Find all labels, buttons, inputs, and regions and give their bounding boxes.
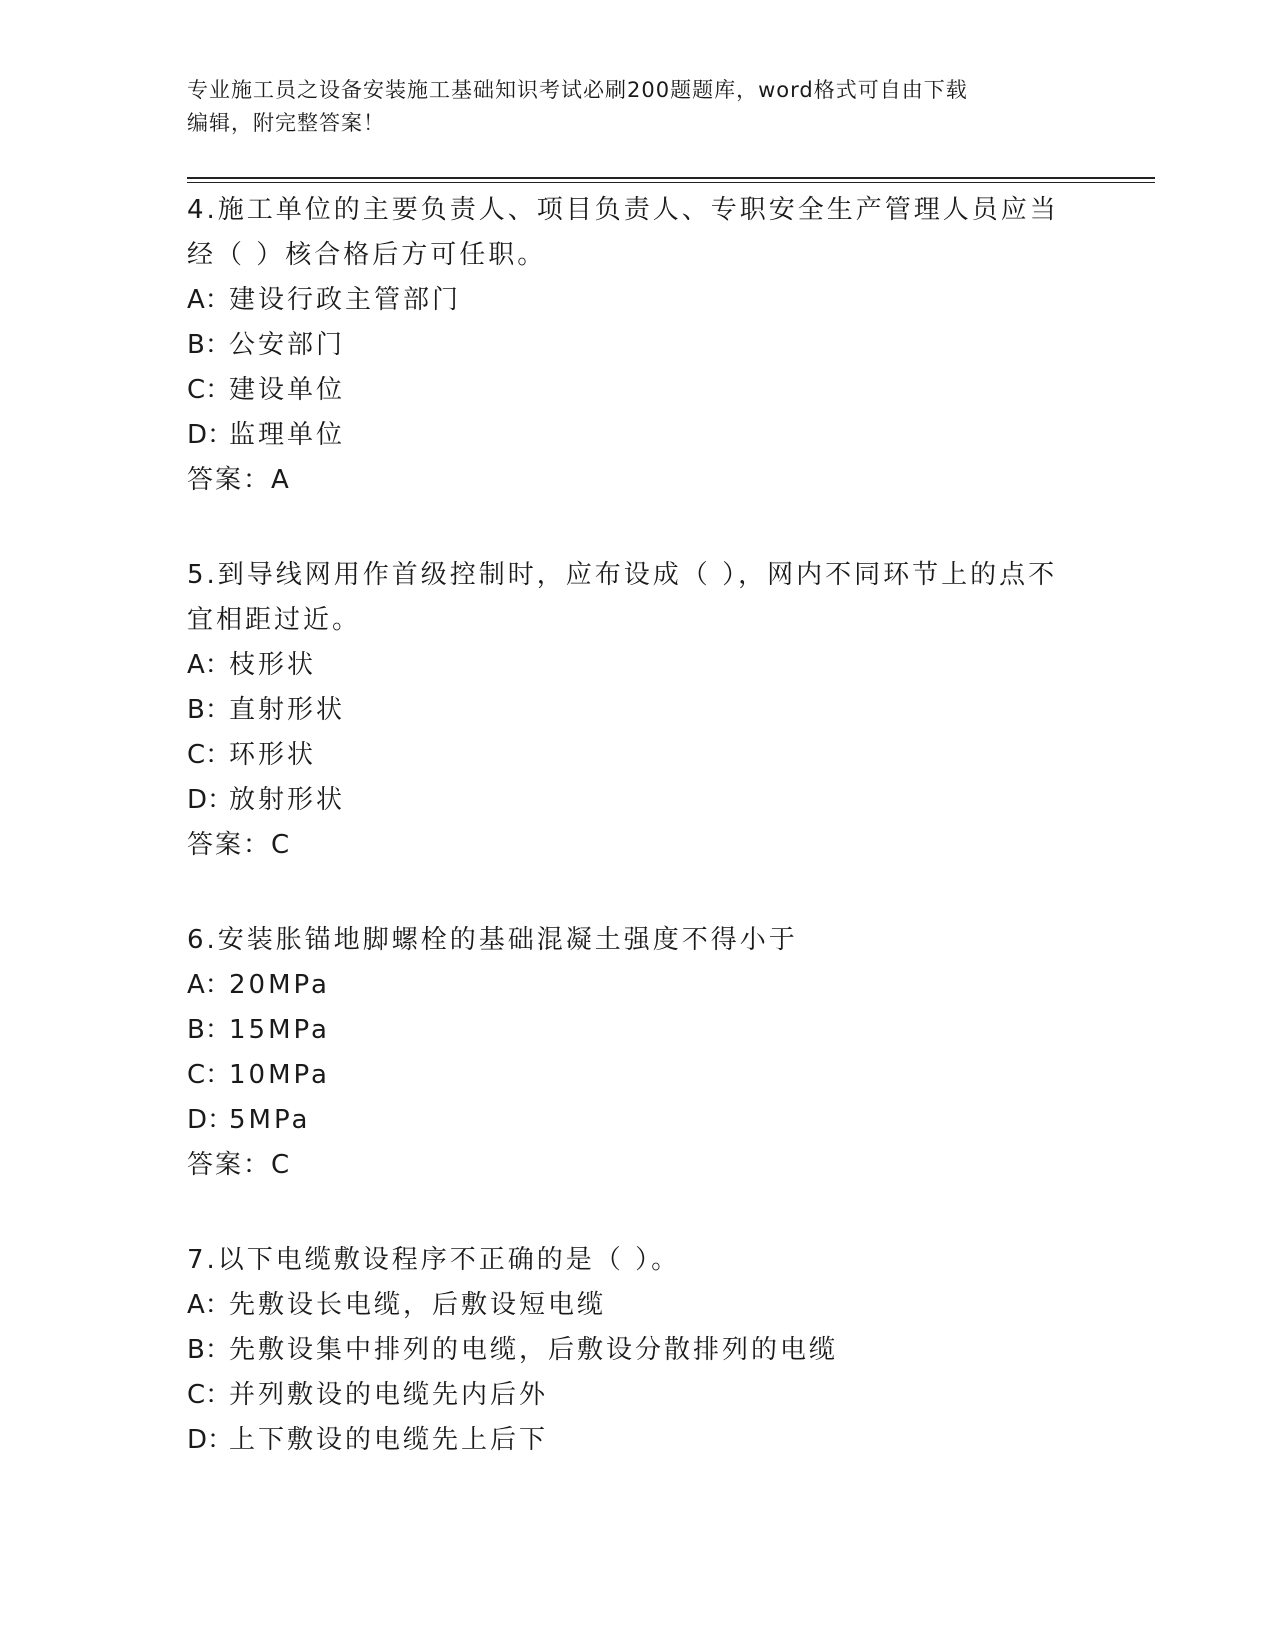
option-d — [187, 1418, 1087, 1463]
option-text: 先敷设集中排列的电缆，后敷设分散排列的电缆 — [229, 1335, 839, 1365]
option-d — [187, 778, 1087, 823]
option-text: 环形状 — [229, 740, 317, 770]
option-text: 直射形状 — [229, 695, 346, 725]
option-letter: A： — [187, 1290, 231, 1320]
option-letter: D： — [187, 1425, 234, 1455]
option-letter: C： — [187, 1380, 232, 1410]
option-text: 先敷设长电缆，后敷设短电缆 — [229, 1290, 607, 1320]
answer: 答案：C — [187, 1150, 292, 1180]
answer: 答案：A — [187, 465, 291, 495]
option-letter: B： — [187, 1335, 231, 1365]
option-text: 放射形状 — [229, 785, 346, 815]
option-letter: C： — [187, 375, 232, 405]
document-header — [187, 74, 1087, 140]
option-letter: B： — [187, 330, 231, 360]
option-text: 10MPa — [229, 1060, 330, 1090]
option-c — [187, 733, 1087, 778]
option-c — [187, 1373, 1087, 1418]
option-text: 15MPa — [229, 1015, 330, 1045]
question-text-line-1: 4.施工单位的主要负责人、项目负责人、专职安全生产管理人员应当 — [187, 195, 1059, 225]
option-a — [187, 963, 1087, 1008]
option-text: 建设行政主管部门 — [229, 285, 462, 315]
option-letter: A： — [187, 970, 231, 1000]
option-c — [187, 1053, 1087, 1098]
option-b — [187, 323, 1087, 368]
answer: 答案：C — [187, 830, 292, 860]
header-line-1: 专业施工员之设备安装施工基础知识考试必刷200题题库，word格式可自由下载 — [187, 78, 968, 102]
question-5 — [187, 553, 1087, 868]
option-text: 公安部门 — [229, 330, 346, 360]
question-text-line-1: 7.以下电缆敷设程序不正确的是（ ）。 — [187, 1245, 681, 1275]
header-line-2: 编辑，附完整答案！ — [187, 111, 385, 135]
option-letter: C： — [187, 1060, 232, 1090]
option-a — [187, 278, 1087, 323]
option-text: 并列敷设的电缆先内后外 — [229, 1380, 549, 1410]
option-letter: B： — [187, 1015, 231, 1045]
option-d — [187, 413, 1087, 458]
question-text-line-2: 宜相距过近。 — [187, 605, 362, 635]
option-letter: D： — [187, 785, 234, 815]
option-text: 监理单位 — [229, 420, 346, 450]
header-divider-thin — [187, 182, 1155, 183]
option-text: 枝形状 — [229, 650, 317, 680]
header-divider-thick — [187, 177, 1155, 179]
question-text-line-1: 5.到导线网用作首级控制时，应布设成（ ），网内不同环节上的点不 — [187, 560, 1058, 590]
option-b — [187, 1328, 1087, 1373]
option-letter: B： — [187, 695, 231, 725]
question-7 — [187, 1238, 1087, 1463]
option-c — [187, 368, 1087, 413]
question-text-line-1: 6.安装胀锚地脚螺栓的基础混凝土强度不得小于 — [187, 925, 798, 955]
option-d — [187, 1098, 1087, 1143]
option-letter: A： — [187, 285, 231, 315]
option-b — [187, 1008, 1087, 1053]
option-letter: D： — [187, 1105, 234, 1135]
option-letter: A： — [187, 650, 231, 680]
option-b — [187, 688, 1087, 733]
question-6 — [187, 918, 1087, 1188]
question-text-line-2: 经（ ）核合格后方可任职。 — [187, 240, 547, 270]
option-text: 建设单位 — [229, 375, 346, 405]
question-4 — [187, 188, 1087, 503]
option-letter: C： — [187, 740, 232, 770]
option-text: 上下敷设的电缆先上后下 — [229, 1425, 549, 1455]
option-a — [187, 643, 1087, 688]
option-text: 5MPa — [229, 1105, 311, 1135]
option-a — [187, 1283, 1087, 1328]
option-letter: D： — [187, 420, 234, 450]
option-text: 20MPa — [229, 970, 330, 1000]
